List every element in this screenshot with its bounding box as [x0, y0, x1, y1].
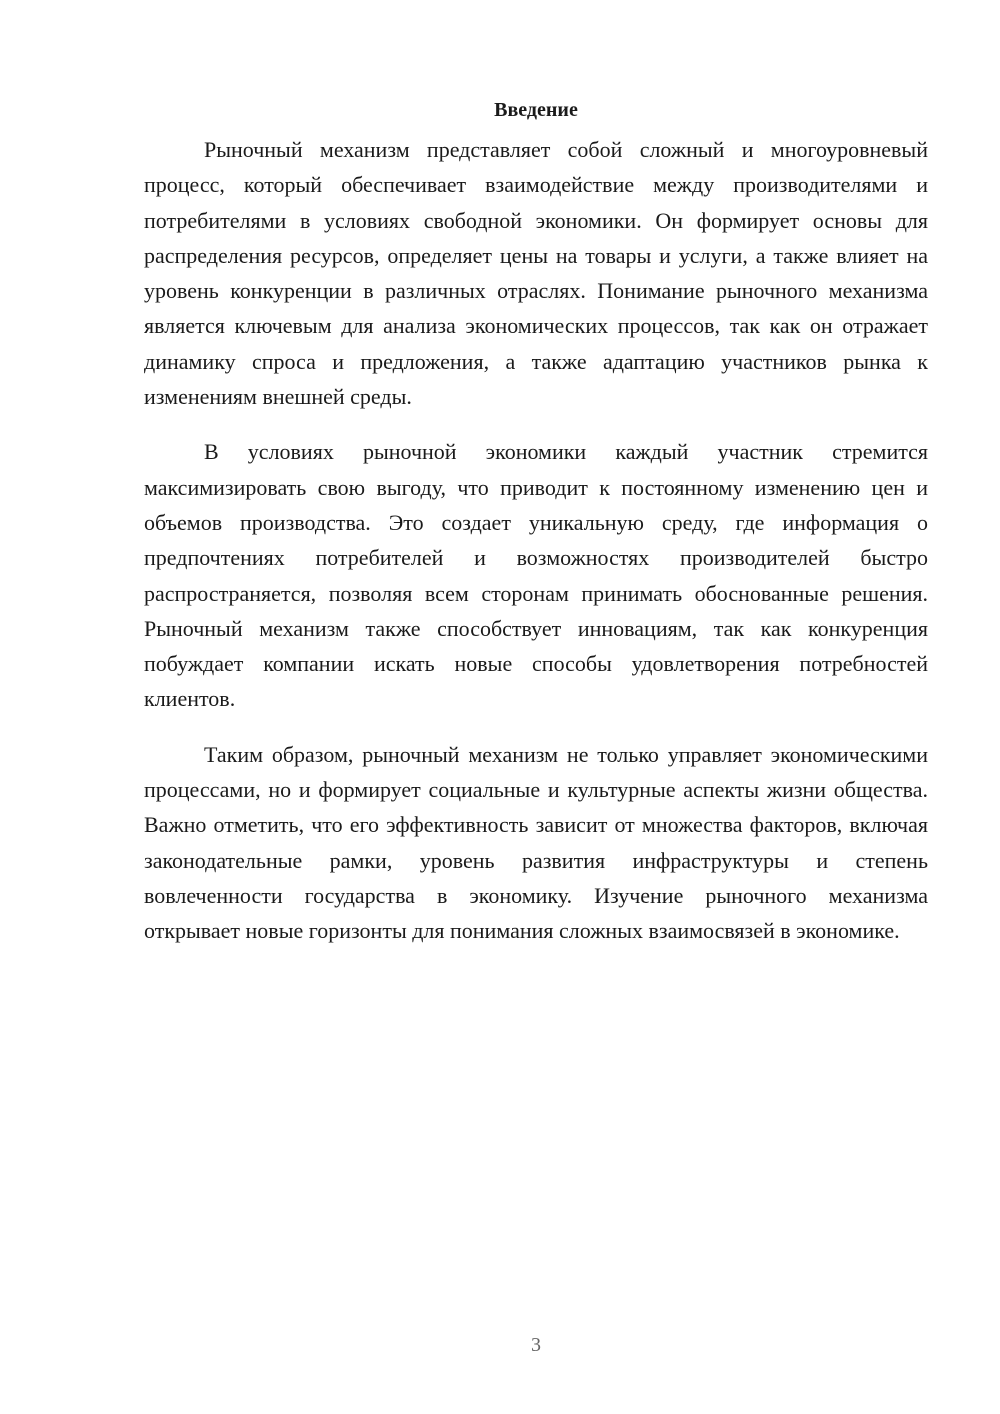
page-content — [144, 96, 928, 969]
page-number: 3 — [531, 1334, 541, 1356]
paragraph-2: В условиях рыночной экономики каждый участник стремится максимизировать свою выгоду, что приводит к постоянному изменению цен и объемов производства. Это создает уникальную среду, где информация о предпочтениях потребителей и возможностях производителей быстро распространяется, позволяя всем сторонам принимать обоснованные решения. Рыночный механизм также способствует инновациям, так как конкуренция побуждает компании искать новые способы удовлетворения потребностей клиентов. — [144, 439, 928, 712]
paragraph-1: Рыночный механизм представляет собой сложный и многоуровневый процесс, который обеспечивает взаимодействие между производителями и потребителями в условиях свободной экономики. Он формирует основы для распределения ресурсов, определяет цены на товары и услуги, а также влияет на уровень конкуренции в различных отраслях. Понимание рыночного механизма является ключевым для анализа экономических процессов, так как он отражает динамику спроса и предложения, а также адаптацию участников рынка к изменениям внешней среды. — [144, 137, 928, 410]
section-title: Введение — [494, 99, 578, 121]
paragraph-3: Таким образом, рыночный механизм не только управляет экономическими процессами, но и формирует социальные и культурные аспекты жизни общества. Важно отметить, что его эффективность зависит от множества факторов, включая законодательные рамки, уровень развития инфраструктуры и степень вовлеченности государства в экономику. Изучение рыночного механизма открывает новые горизонты для понимания сложных взаимосвязей в экономике. — [144, 741, 928, 944]
